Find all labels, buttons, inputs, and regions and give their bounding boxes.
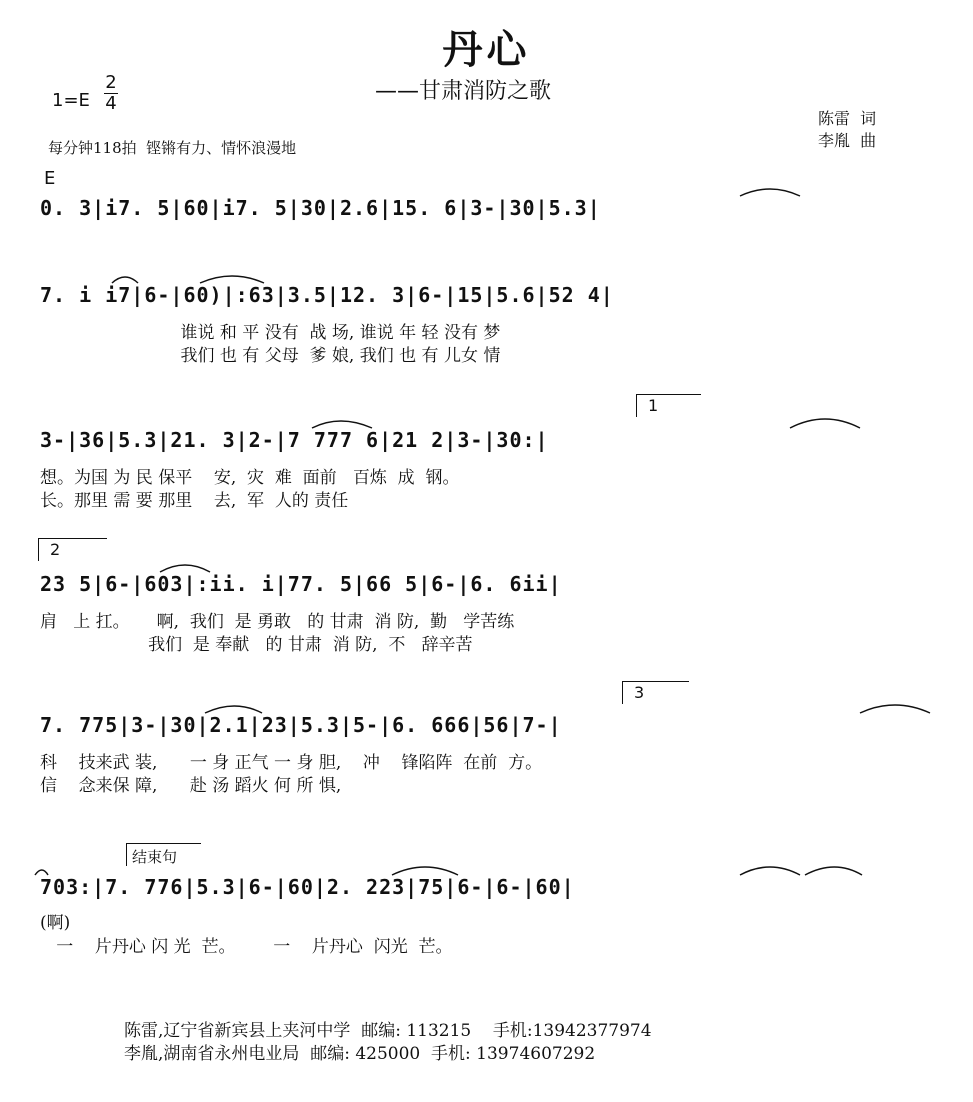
lyric-line-6-ah: (啊) — [40, 913, 71, 933]
notation-line-2: 7. i i7|6-|60)|:63|3.5|12. 3|6-|15|5.6|52 4| — [40, 283, 614, 307]
notation-line-5: 7. 775|3-|30|2.1|23|5.3|5-|6. 666|56|7-| — [40, 713, 562, 737]
notation-line-1: 0. 3|i7. 5|60|i7. 5|30|2.6|15. 6|3-|30|5.3| — [40, 196, 601, 220]
lyric-line-6: 一 片丹心 闪 光 芒。 一 片丹心 闪光 芒。 — [40, 937, 453, 957]
footer-line-1: 陈雷,辽宁省新宾县上夹河中学 邮编: 113215 手机:13942377974 — [124, 1021, 652, 1041]
lyricist-credit: 陈雷 词 — [818, 109, 877, 128]
lyric-line-5a: 科 技来武 装, 一 身 正气 一 身 胆, 冲 锋陷阵 在前 方。 — [40, 753, 543, 773]
notation-line-6: 703:|7. 776|5.3|6-|60|2. 223|75|6-|6-|60| — [40, 875, 575, 899]
composer-credit: 李胤 曲 — [818, 131, 877, 150]
time-signature-top: 2 — [105, 72, 117, 93]
lyric-line-4b: 我们 是 奉献 的 甘肃 消 防, 不 辞辛苦 — [40, 635, 473, 655]
song-title: 丹心 — [442, 27, 531, 73]
lyric-line-4a: 肩 上 扛。 啊, 我们 是 勇敢 的 甘肃 消 防, 勤 学苦练 — [40, 612, 515, 632]
key-mark: E — [44, 168, 56, 189]
lyric-line-2b: 我们 也 有 父母 爹 娘, 我们 也 有 儿女 情 — [40, 346, 501, 366]
lyric-line-5b: 信 念来保 障, 赴 汤 蹈火 何 所 惧, — [40, 776, 342, 796]
key-signature: 1=E — [52, 90, 90, 111]
notation-line-4: 23 5|6-|603|:ii. i|77. 5|66 5|6-|6. 6ii| — [40, 572, 562, 596]
volta-first-label: 1 — [648, 396, 659, 415]
volta-third-label: 3 — [634, 683, 645, 702]
ending-label: 结束句 — [132, 848, 178, 866]
lyric-line-3a: 想。为国 为 民 保平 安, 灾 难 面前 百炼 成 钢。 — [40, 468, 460, 488]
time-signature-bottom: 4 — [105, 93, 117, 114]
notation-line-3: 3-|36|5.3|21. 3|2-|7 777 6|21 2|3-|30:| — [40, 428, 549, 452]
footer-line-2: 李胤,湖南省永州电业局 邮编: 425000 手机: 13974607292 — [124, 1044, 596, 1064]
tempo-marking: 每分钟118拍 铿锵有力、情怀浪漫地 — [48, 139, 297, 157]
song-subtitle: ——甘肃消防之歌 — [375, 79, 552, 104]
lyric-line-2a: 谁说 和 平 没有 战 场, 谁说 年 轻 没有 梦 — [40, 323, 501, 343]
lyric-line-3b: 长。那里 需 要 那里 去, 军 人的 责任 — [40, 491, 349, 511]
volta-second-label: 2 — [50, 540, 61, 559]
